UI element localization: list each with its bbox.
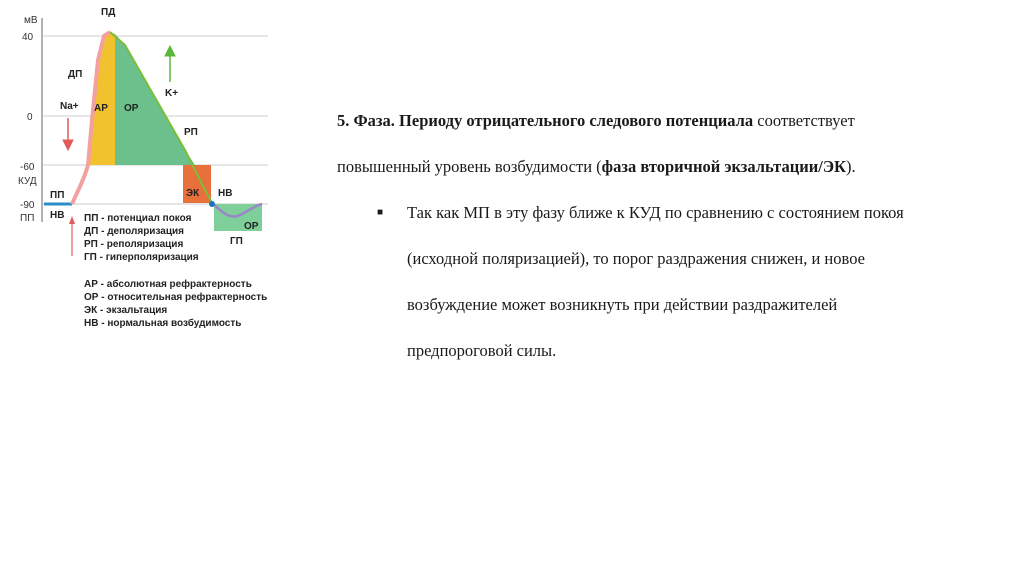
potassium-arrow [165, 46, 175, 82]
action-potential-diagram [0, 0, 320, 340]
refractory-legend [84, 278, 267, 329]
heading-line-2 [337, 144, 997, 190]
label-ek: ЭК [186, 188, 200, 199]
bullet-paragraph [337, 190, 997, 374]
line2-start: повышенный уровень возбудимости ( [337, 157, 602, 176]
label-nv-left: НВ [50, 210, 65, 221]
label-nv-right: НВ [218, 188, 233, 199]
heading-bold: 5. Фаза. Периоду отрицательного следового потенциала [337, 111, 754, 130]
label-gp: ГП [230, 236, 243, 247]
heading-rest: соответствует [753, 111, 855, 130]
label-k: K+ [165, 88, 179, 99]
slide-text [337, 98, 997, 374]
legend-item-rp: РП - реполяризация [84, 239, 184, 250]
tick-60: -60 [20, 162, 35, 173]
bullet-line-4: предпороговой силы. [407, 341, 557, 360]
legend-item-gp: ГП - гиперполяризация [84, 252, 199, 263]
tick-kud: КУД [18, 176, 37, 187]
y-unit-label: мВ [24, 15, 38, 26]
tick-40: 40 [22, 32, 34, 43]
label-ap: АР [94, 103, 108, 114]
label-op: ОР [124, 103, 139, 114]
label-rp: РП [184, 127, 198, 138]
bullet-line-1: Так как МП в эту фазу ближе к КУД по сравнению с состоянием покоя [407, 203, 904, 222]
legend2-item-ek: ЭК - экзальтация [84, 305, 168, 316]
legend2-item-nv: НВ - нормальная возбудимость [84, 318, 242, 329]
bullet-icon: ■ [377, 207, 384, 218]
line2-bold: фаза вторичной экзальтации/ЭК [601, 157, 846, 176]
sodium-arrow [63, 118, 73, 150]
bullet-line-3: возбуждение может возникнуть при действии раздражителей [407, 295, 838, 314]
stimulus-arrow [69, 216, 75, 256]
phase-legend [84, 213, 199, 263]
legend2-item-ar: АР - абсолютная рефрактерность [84, 279, 252, 290]
ap-title: ПД [101, 7, 116, 18]
label-op-right: ОР [244, 221, 259, 232]
heading-line [337, 98, 997, 144]
tick-0: 0 [27, 112, 33, 123]
label-dp: ДП [68, 69, 83, 80]
legend-item-pp: ПП - потенциал покоя [84, 213, 192, 224]
tick-pp: ПП [20, 213, 35, 224]
label-na: Na+ [60, 101, 79, 112]
legend2-item-or: ОР - относительная рефрактерность [84, 292, 268, 303]
legend-item-dp: ДП - деполяризация [84, 226, 184, 237]
tick-90: -90 [20, 200, 35, 211]
return-point-dot [209, 201, 215, 207]
line2-end: ). [845, 157, 856, 176]
bullet-line-2: (исходной поляризацией), то порог раздражения снижен, и новое [407, 249, 865, 268]
label-pp: ПП [50, 190, 65, 201]
